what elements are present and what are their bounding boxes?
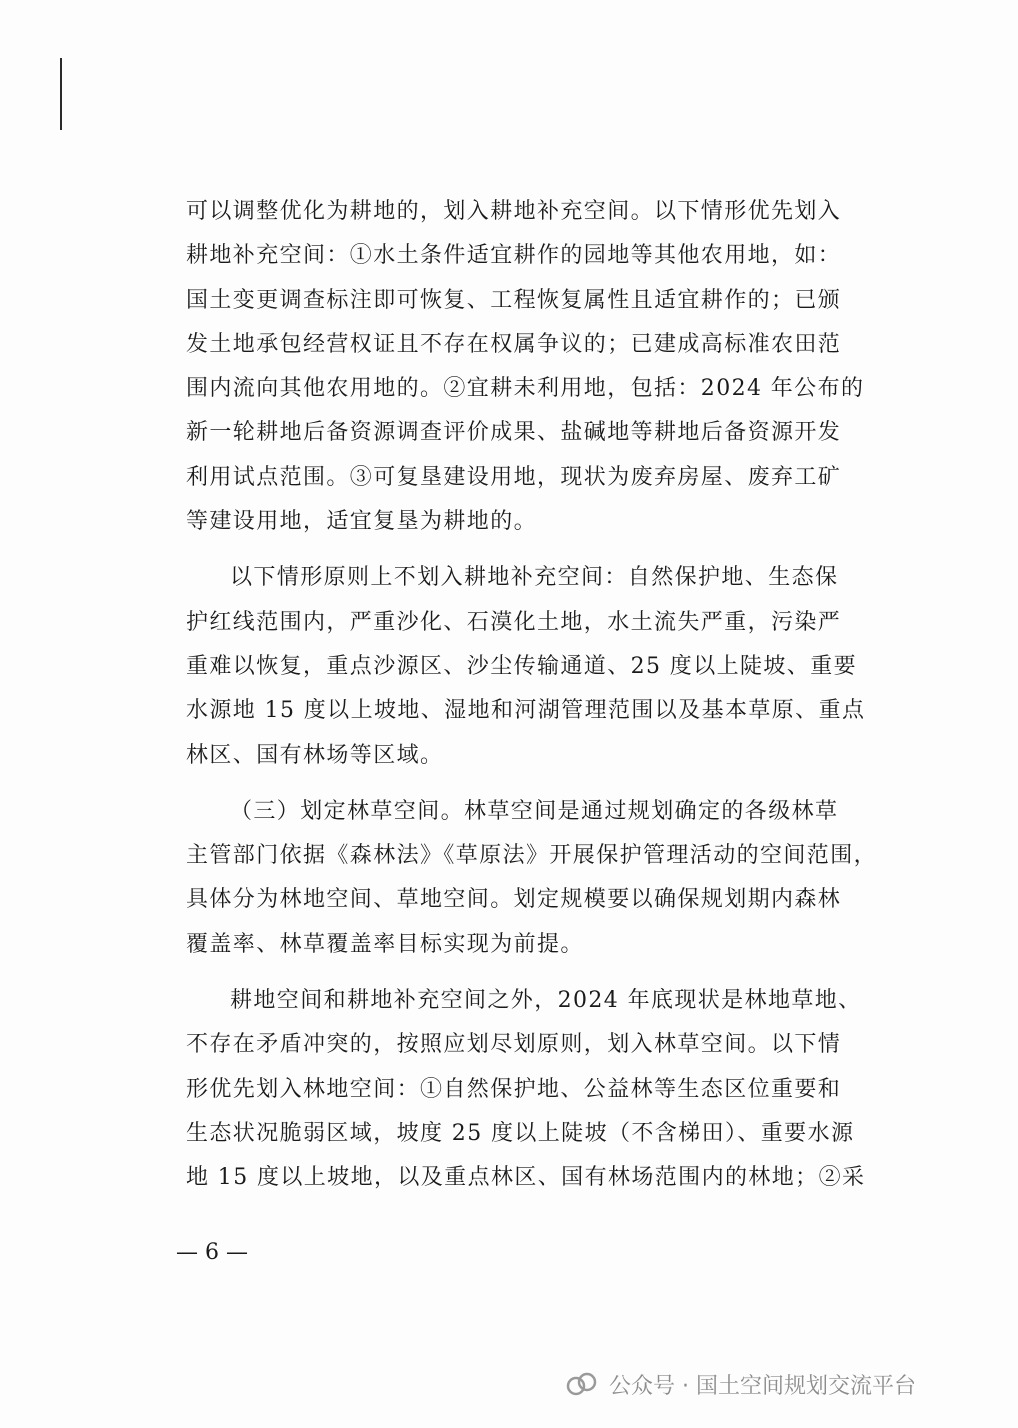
text-line: 地 15 度以上坡地，以及重点林区、国有林场范围内的林地；②采 bbox=[186, 1165, 866, 1191]
text-line: 具体分为林地空间、草地空间。划定规模要以确保规划期内森林 bbox=[186, 887, 842, 913]
paragraph bbox=[186, 190, 865, 544]
paragraph-gap bbox=[186, 544, 844, 556]
text-line: 围内流向其他农用地的。②宜耕未利用地，包括：2024 年公布的 bbox=[186, 376, 865, 402]
page-number: — 6 — bbox=[176, 1240, 248, 1265]
text-line: 重难以恢复，重点沙源区、沙尘传输通道、25 度以上陡坡、重要 bbox=[186, 653, 857, 679]
text-line: 不存在矛盾冲突的，按照应划尽划原则，划入林草空间。以下情 bbox=[186, 1032, 842, 1058]
text-line: 覆盖率、林草覆盖率目标实现为前提。 bbox=[186, 931, 584, 957]
watermark-text: 公众号 · 国土空间规划交流平台 bbox=[609, 1373, 916, 1399]
text-line: 主管部门依据《森林法》《草原法》开展保护管理活动的空间范围， bbox=[186, 843, 878, 869]
paragraph bbox=[186, 556, 866, 777]
text-line: 林区、国有林场等区域。 bbox=[186, 742, 444, 768]
text-line: 生态状况脆弱区域，坡度 25 度以上陡坡（不含梯田）、重要水源 bbox=[186, 1120, 855, 1146]
text-line: 护红线范围内，严重沙化、石漠化土地，水土流失严重，污染严 bbox=[186, 609, 842, 635]
watermark bbox=[565, 1364, 916, 1404]
text-line: 新一轮耕地后备资源调查评价成果、盐碱地等耕地后备资源开发 bbox=[186, 420, 842, 446]
text-line: 等建设用地，适宜复垦为耕地的。 bbox=[186, 509, 538, 535]
text-line: 形优先划入林地空间：①自然保护地、公益林等生态区位重要和 bbox=[186, 1076, 842, 1102]
wechat-official-account-icon bbox=[565, 1369, 599, 1399]
paragraph-gap bbox=[186, 967, 844, 979]
text-line: 耕地补充空间：①水土条件适宜耕作的园地等其他农用地，如： bbox=[186, 243, 842, 269]
paragraph bbox=[186, 790, 878, 967]
text-line: 可以调整优化为耕地的，划入耕地补充空间。以下情形优先划入 bbox=[186, 199, 842, 224]
text-line: 以下情形原则上不划入耕地补充空间：自然保护地、生态保 bbox=[230, 565, 839, 591]
text-line: 水源地 15 度以上坡地、湿地和河湖管理范围以及基本草原、重点 bbox=[186, 698, 866, 724]
paragraph bbox=[186, 979, 866, 1200]
text-line: 发土地承包经营权证且不存在权属争议的；已建成高标准农田范 bbox=[186, 331, 842, 357]
text-line: 国土变更调查标注即可恢复、工程恢复属性且适宜耕作的；已颁 bbox=[186, 287, 842, 313]
text-line: 利用试点范围。③可复垦建设用地，现状为废弃房屋、废弃工矿 bbox=[186, 464, 842, 490]
document-body bbox=[186, 190, 878, 1201]
text-line: （三）划定林草空间。林草空间是通过规划确定的各级林草 bbox=[230, 798, 839, 824]
text-line: 耕地空间和耕地补充空间之外，2024 年底现状是林地草地、 bbox=[230, 988, 862, 1014]
paragraph-gap bbox=[186, 778, 844, 790]
binding-margin-line bbox=[60, 58, 62, 130]
